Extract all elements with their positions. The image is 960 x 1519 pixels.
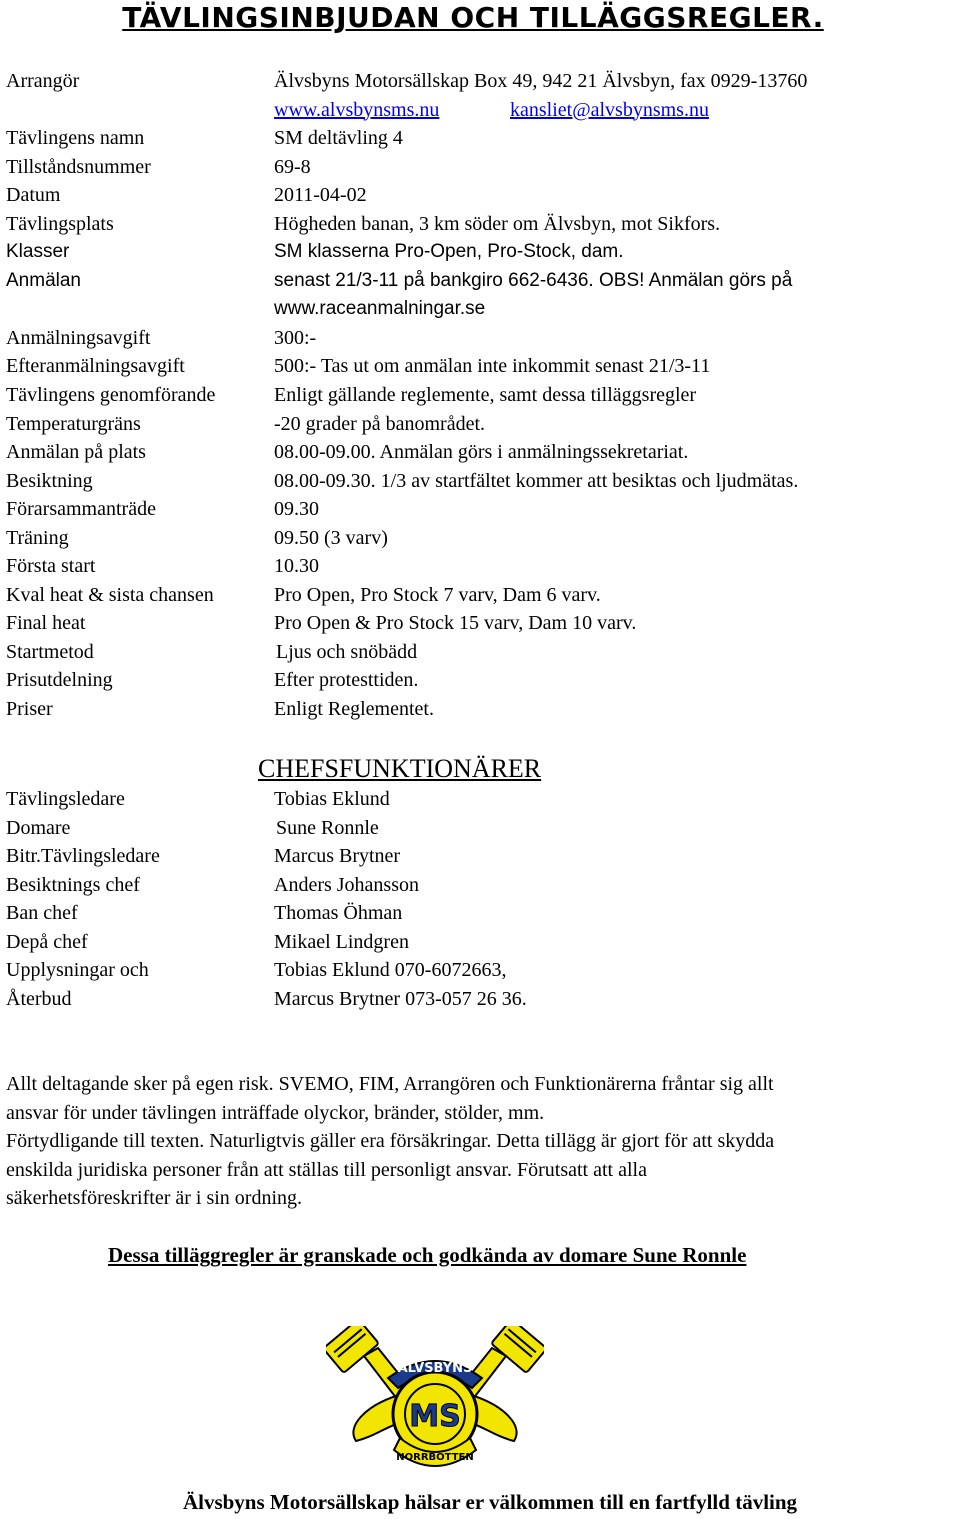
detail-row — [6, 609, 946, 638]
detail-value: 09.30 — [274, 498, 319, 521]
official-role: Depå chef — [6, 930, 88, 953]
detail-label: Datum — [6, 184, 61, 207]
detail-label: Tillståndsnummer — [6, 155, 151, 178]
officials-list — [6, 785, 946, 1013]
detail-label: Tävlingens namn — [6, 127, 145, 150]
disclaimer-line: Förtydligande till texten. Naturligtvis gäller era försäkringar. Detta tillägg är gjort för att skydda — [6, 1130, 775, 1152]
official-name: Mikael Lindgren — [274, 930, 409, 953]
detail-value: 10.30 — [274, 555, 319, 578]
detail-label: Tävlingsplats — [6, 212, 114, 235]
competition-details — [6, 67, 946, 724]
detail-value: senast 21/3-11 på bankgiro 662-6436. OBS! Anmälan görs på — [274, 269, 793, 291]
official-row — [6, 899, 946, 928]
page-title: TÄVLINGSINBJUDAN OCH TILLÄGGSREGLER. — [122, 1, 824, 34]
detail-value: 500:- Tas ut om anmälan inte inkommit senast 21/3-11 — [274, 355, 711, 378]
detail-row — [6, 124, 946, 153]
disclaimer-paragraph — [6, 1070, 956, 1213]
disclaimer-line: ansvar för under tävlingen inträffade olyckor, bränder, stölder, mm. — [6, 1101, 545, 1124]
detail-label: Förarsammanträde — [6, 498, 156, 521]
official-role: Tävlingsledare — [6, 788, 125, 810]
detail-value: -20 grader på banområdet. — [274, 412, 486, 435]
official-role: Återbud — [6, 987, 72, 1010]
official-role: Ban chef — [6, 902, 78, 925]
detail-value: Pro Open & Pro Stock 15 varv, Dam 10 varv. — [274, 612, 637, 635]
detail-row-contact-links — [6, 96, 946, 125]
detail-label: Träning — [6, 526, 69, 549]
website-link[interactable]: www.alvsbynsms.nu — [274, 98, 440, 121]
detail-value: Ljus och snöbädd — [276, 640, 418, 663]
detail-row — [6, 638, 946, 667]
detail-value: 2011-04-02 — [274, 184, 367, 207]
detail-value: Pro Open, Pro Stock 7 varv, Dam 6 varv. — [274, 583, 601, 606]
detail-row — [6, 381, 946, 410]
detail-value: 300:- — [274, 326, 317, 349]
detail-row-continuation — [6, 295, 946, 324]
detail-label: Prisutdelning — [6, 669, 113, 692]
detail-row-arranger — [6, 67, 946, 96]
official-name: Tobias Eklund — [274, 788, 390, 810]
detail-row — [6, 524, 946, 553]
official-name: Thomas Öhman — [274, 902, 403, 925]
official-row — [6, 985, 946, 1014]
registration-site: www.raceanmalningar.se — [274, 298, 486, 320]
official-name: Sune Ronnle — [276, 816, 379, 839]
detail-label: Första start — [6, 555, 96, 578]
official-name: Marcus Brytner 073-057 26 36. — [274, 987, 527, 1010]
detail-row — [6, 153, 946, 182]
detail-label: Kval heat & sista chansen — [6, 583, 214, 606]
detail-label: Besiktning — [6, 469, 93, 492]
official-row — [6, 785, 946, 814]
detail-label: Tävlingens genomförande — [6, 384, 216, 407]
detail-value: 69-8 — [274, 155, 311, 178]
official-role: Upplysningar och — [6, 959, 149, 982]
detail-row — [6, 267, 946, 296]
detail-row — [6, 352, 946, 381]
detail-value: 08.00-09.00. Anmälan görs i anmälningssekretariat. — [274, 441, 689, 464]
logo-top-text: ÄLVSBYNS — [397, 1361, 473, 1376]
logo-bottom-text: NORRBOTTEN — [396, 1452, 474, 1463]
club-logo — [326, 1326, 544, 1476]
official-row — [6, 871, 946, 900]
official-row — [6, 814, 946, 843]
detail-value: Enligt gällande reglemente, samt dessa tilläggsregler — [274, 384, 697, 407]
detail-row — [6, 467, 946, 496]
detail-row — [6, 666, 946, 695]
disclaimer-line: Allt deltagande sker på egen risk. SVEMO, FIM, Arrangören och Funktionärerna fråntar sig allt — [6, 1073, 774, 1095]
detail-value: Efter protesttiden. — [274, 669, 419, 692]
official-row — [6, 956, 946, 985]
detail-row — [6, 495, 946, 524]
detail-label: Anmälan — [6, 269, 81, 291]
detail-value: Högheden banan, 3 km söder om Älvsbyn, mot Sikfors. — [274, 212, 721, 235]
email-link[interactable]: kansliet@alvsbynsms.nu — [510, 98, 709, 121]
detail-label: Anmälningsavgift — [6, 326, 151, 349]
official-row — [6, 842, 946, 871]
detail-value: SM klasserna Pro-Open, Pro-Stock, dam. — [274, 241, 624, 263]
detail-row — [6, 552, 946, 581]
detail-label: Efteranmälningsavgift — [6, 355, 185, 378]
welcome-footer: Älvsbyns Motorsällskap hälsar er välkommen till en fartfylld tävling — [182, 1490, 798, 1514]
detail-row — [6, 210, 946, 239]
detail-row — [6, 581, 946, 610]
detail-label: Anmälan på plats — [6, 441, 146, 464]
logo-middle-text: MS — [409, 1399, 461, 1434]
officials-heading: CHEFSFUNKTIONÄRER — [258, 754, 542, 783]
detail-value: Enligt Reglementet. — [274, 698, 434, 721]
detail-value: 09.50 (3 varv) — [274, 526, 388, 549]
detail-row — [6, 324, 946, 353]
official-role: Bitr.Tävlingsledare — [6, 845, 160, 868]
official-row — [6, 928, 946, 957]
official-role: Domare — [6, 816, 71, 839]
detail-row — [6, 438, 946, 467]
official-role: Besiktnings chef — [6, 873, 140, 896]
detail-row — [6, 410, 946, 439]
detail-value: Älvsbyns Motorsällskap Box 49, 942 21 Älvsbyn, fax 0929-13760 — [274, 70, 808, 92]
detail-row — [6, 181, 946, 210]
detail-label: Priser — [6, 698, 53, 721]
detail-label: Startmetod — [6, 640, 94, 663]
official-name: Marcus Brytner — [274, 845, 401, 868]
detail-label: Temperaturgräns — [6, 412, 141, 435]
detail-label: Final heat — [6, 612, 86, 635]
detail-row — [6, 695, 946, 724]
approval-note: Dessa tilläggregler är granskade och godkända av domare Sune Ronnle — [108, 1243, 747, 1267]
detail-value: 08.00-09.30. 1/3 av startfältet kommer att besiktas och ljudmätas. — [274, 469, 799, 492]
detail-row — [6, 238, 946, 267]
detail-label: Arrangör — [6, 70, 80, 92]
official-name: Anders Johansson — [274, 873, 419, 896]
detail-value: SM deltävling 4 — [274, 127, 403, 150]
disclaimer-line: enskilda juridiska personer från att ställas till personligt ansvar. Förutsatt att alla — [6, 1158, 647, 1181]
official-name: Tobias Eklund 070-6072663, — [274, 959, 507, 982]
detail-label: Klasser — [6, 241, 70, 263]
disclaimer-line: säkerhetsföreskrifter är i sin ordning. — [6, 1187, 303, 1209]
